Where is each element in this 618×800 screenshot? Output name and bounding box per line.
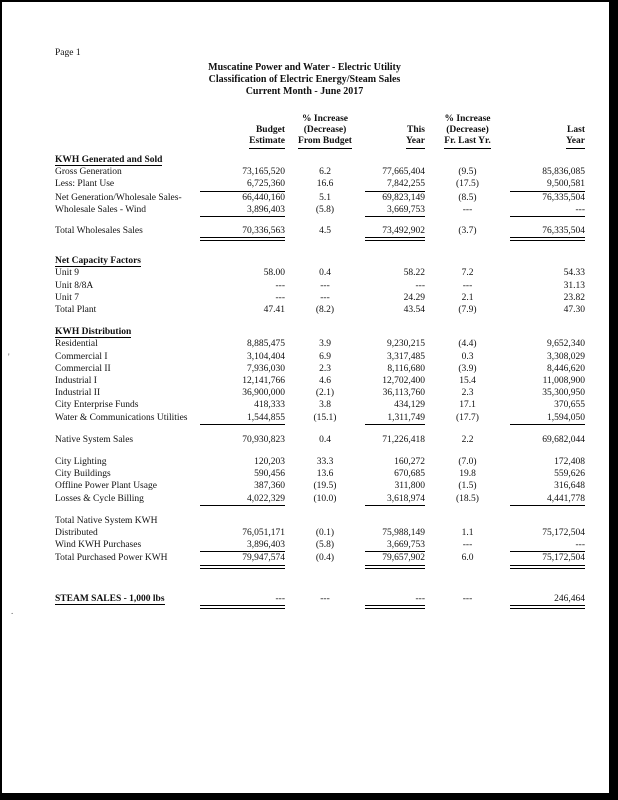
cell-pct_last_yr: 7.2: [461, 268, 474, 279]
cell-pct_budget: 13.6: [316, 469, 334, 480]
table-row: [55, 552, 585, 568]
cell-budget: 3,104,404: [247, 351, 285, 362]
table-row: [55, 338, 585, 350]
cell-last_year: 172,408: [554, 457, 585, 468]
cell-last_year: 23.82: [563, 292, 585, 303]
cell-this_year: 434,129: [394, 400, 425, 411]
cell-this_year: 311,800: [394, 481, 425, 492]
report-title-line2: Classification of Electric Energy/Steam Sales: [208, 74, 401, 85]
row-spacer: [55, 425, 585, 434]
row-label-text: City Buildings: [55, 469, 111, 480]
row-label: [55, 225, 200, 237]
cell-this_year: 43.54: [403, 305, 425, 316]
cell-pct_last_yr: (3.7): [458, 226, 477, 237]
cell-pct_budget: (5.8): [315, 204, 335, 215]
report-title-line1: Muscatine Power and Water - Electric Utility: [208, 62, 401, 73]
row-label-text: Wind KWH Purchases: [55, 540, 142, 551]
cell-pct_last_yr: (9.5): [458, 167, 477, 178]
cell-pct_last_yr: (17.7): [456, 412, 479, 423]
cell-pct_budget: 4.5: [319, 226, 331, 237]
table-row: [55, 292, 585, 304]
cell-this_year: 71,226,418: [382, 434, 425, 445]
cell-this_year: 670,685: [394, 469, 425, 480]
column-header-line: This: [407, 125, 425, 135]
cell-this_year: 9,230,215: [387, 339, 425, 350]
column-header-line: From Budget: [298, 136, 352, 149]
cell-pct_last_yr: 2.3: [461, 388, 474, 399]
cell-budget: ---: [200, 593, 285, 609]
table-row: [55, 204, 585, 217]
cell-this_year: 24.29: [403, 292, 425, 303]
cell-pct_budget: 2.3: [319, 363, 331, 374]
row-label: [55, 552, 200, 564]
cell-last_year: 1,594,050: [510, 412, 585, 425]
column-header-pct_budget: [285, 114, 365, 149]
cell-this_year: 160,272: [394, 457, 425, 468]
cell-budget: 3,896,403: [200, 539, 285, 552]
row-label: [55, 304, 200, 316]
row-label-text: Commercial II: [55, 363, 111, 374]
cell-budget: 418,333: [254, 400, 285, 411]
row-spacer: [55, 217, 585, 225]
row-label-text: City Lighting: [55, 457, 107, 468]
table-row: [55, 255, 585, 267]
column-header-line: Year: [406, 136, 425, 149]
cell-pct_last_yr: 15.4: [459, 376, 476, 387]
column-header-line: Budget: [255, 125, 285, 135]
row-label: [55, 363, 200, 375]
cell-pct_budget: ---: [320, 292, 330, 303]
table-row: [55, 304, 585, 316]
cell-pct_budget: 3.9: [319, 339, 331, 350]
table-row: [55, 527, 585, 539]
cell-budget: 66,440,160: [242, 192, 285, 203]
row-label: [55, 351, 200, 363]
row-label: [55, 326, 200, 338]
scan-artifact: ': [8, 352, 10, 362]
row-label: [55, 154, 200, 166]
row-label-text: Unit 8/8A: [55, 280, 94, 291]
row-label: [55, 375, 200, 387]
cell-last_year: 370,655: [554, 400, 585, 411]
cell-budget: ---: [275, 292, 285, 303]
cell-last_year: 11,008,900: [542, 376, 585, 387]
cell-this_year: 12,702,400: [382, 376, 425, 387]
row-label: [55, 292, 200, 304]
row-label-text: Less: Plant Use: [55, 179, 115, 190]
cell-pct_last_yr: 0.3: [461, 351, 474, 362]
row-label-text: Total Native System KWH: [55, 515, 158, 526]
row-label-text: Total Wholesales Sales: [55, 226, 143, 237]
row-label: [55, 468, 200, 480]
cell-pct_last_yr: 2.2: [461, 434, 474, 445]
row-label-text: Industrial I: [55, 376, 97, 387]
cell-budget: 47.41: [263, 305, 285, 316]
table-row: [55, 456, 585, 468]
row-label-text: Commercial I: [55, 351, 108, 362]
cell-budget: 36,900,000: [242, 388, 285, 399]
column-header-line: % Increase: [302, 114, 348, 124]
row-label: [55, 434, 200, 446]
row-label: [55, 178, 200, 190]
row-label-text: Offline Power Plant Usage: [55, 481, 157, 492]
cell-this_year: 1,311,749: [365, 412, 425, 425]
column-header-line: (Decrease): [446, 125, 489, 135]
table-row: [55, 493, 585, 506]
row-label: [55, 527, 200, 539]
row-label-text: Unit 9: [55, 268, 80, 279]
cell-this_year: 3,317,485: [387, 351, 425, 362]
row-label: [55, 399, 200, 411]
cell-this_year: 73,492,902: [365, 225, 425, 241]
cell-last_year: ---: [510, 539, 585, 552]
cell-pct_last_yr: (3.9): [458, 363, 477, 374]
row-label: [55, 412, 200, 424]
cell-pct_last_yr: (17.5): [456, 179, 479, 190]
table-row: [55, 412, 585, 425]
cell-last_year: 85,836,085: [542, 167, 585, 178]
column-header-budget: [200, 125, 285, 149]
cell-this_year: ---: [365, 593, 425, 609]
table-row: [55, 399, 585, 411]
cell-budget: 120,203: [254, 457, 285, 468]
table-row: [55, 225, 585, 241]
row-label: [55, 280, 200, 292]
cell-last_year: 54.33: [563, 268, 585, 279]
cell-last_year: 69,682,044: [542, 434, 585, 445]
table-row: [55, 387, 585, 399]
cell-budget: 7,936,030: [247, 363, 285, 374]
scan-artifact: .: [11, 606, 14, 616]
cell-pct_last_yr: (18.5): [456, 493, 479, 504]
cell-pct_last_yr: ---: [462, 593, 473, 604]
row-label-text: Water & Communications Utilities: [55, 412, 188, 423]
cell-pct_budget: (5.8): [315, 540, 335, 551]
cell-last_year: 47.30: [563, 305, 585, 316]
cell-budget: 70,336,563: [200, 225, 285, 241]
cell-this_year: 8,116,680: [387, 363, 425, 374]
row-label-text: Total Plant: [55, 305, 97, 316]
cell-pct_budget: 0.4: [319, 268, 331, 279]
cell-this_year: 7,842,255: [365, 178, 425, 191]
row-label: [55, 480, 200, 492]
cell-pct_last_yr: 17.1: [459, 400, 476, 411]
row-label: [55, 593, 200, 605]
cell-this_year: 36,113,760: [382, 388, 425, 399]
row-label: [55, 539, 200, 551]
cell-budget: 8,885,475: [247, 339, 285, 350]
cell-pct_budget: 5.1: [319, 192, 331, 203]
table-row: [55, 363, 585, 375]
cell-last_year: 246,464: [510, 593, 585, 609]
cell-this_year: 69,823,149: [382, 192, 425, 203]
cell-budget: 1,544,855: [200, 412, 285, 425]
cell-pct_budget: (8.2): [315, 305, 335, 316]
row-label-text: Native System Sales: [55, 434, 134, 445]
table-row: [55, 192, 585, 204]
cell-last_year: 9,652,340: [547, 339, 585, 350]
cell-budget: 73,165,520: [242, 167, 285, 178]
table-row: [55, 280, 585, 292]
row-label-text: Net Capacity Factors: [55, 256, 142, 267]
cell-last_year: 75,172,504: [510, 552, 585, 568]
cell-this_year: 3,669,753: [365, 204, 425, 217]
report-table: [55, 114, 585, 609]
row-label: [55, 515, 200, 527]
cell-pct_last_yr: (7.9): [458, 305, 477, 316]
column-header-line: (Decrease): [303, 125, 347, 135]
cell-pct_last_yr: (4.4): [458, 339, 477, 350]
row-spacer: [55, 506, 585, 515]
cell-last_year: 76,335,504: [510, 225, 585, 241]
cell-pct_budget: (0.4): [315, 553, 335, 564]
scan-border-left: [0, 0, 2, 800]
row-label-text: Net Generation/Wholesale Sales-: [55, 192, 182, 203]
cell-last_year: 559,626: [554, 469, 585, 480]
cell-pct_budget: (10.0): [313, 493, 337, 504]
row-label-text: KWH Generated and Sold: [55, 155, 163, 165]
cell-budget: 79,947,574: [200, 552, 285, 568]
cell-budget: 76,051,171: [242, 528, 285, 539]
table-row: [55, 154, 585, 166]
row-spacer: [55, 316, 585, 326]
cell-pct_last_yr: ---: [462, 540, 473, 551]
cell-this_year: 58.22: [403, 268, 425, 279]
cell-pct_budget: ---: [320, 593, 330, 604]
row-label-text: Wholesale Sales - Wind: [55, 204, 146, 215]
row-label: [55, 267, 200, 279]
table-row: [55, 539, 585, 552]
cell-this_year: 79,657,902: [365, 552, 425, 568]
cell-pct_last_yr: 1.1: [461, 528, 474, 539]
cell-pct_budget: 4.6: [319, 376, 331, 387]
table-row: [55, 593, 585, 609]
row-label: [55, 493, 200, 505]
cell-last_year: 35,300,950: [542, 388, 585, 399]
row-label: [55, 456, 200, 468]
cell-budget: 12,141,766: [242, 376, 285, 387]
cell-budget: 3,896,403: [200, 204, 285, 217]
cell-pct_budget: 6.2: [319, 167, 331, 178]
row-label-text: Residential: [55, 339, 98, 350]
row-label: [55, 192, 200, 204]
row-spacer: [55, 446, 585, 456]
cell-pct_budget: 6.9: [319, 351, 331, 362]
cell-last_year: 75,172,504: [542, 528, 585, 539]
cell-pct_budget: 3.8: [319, 400, 331, 411]
cell-last_year: 316,648: [554, 481, 585, 492]
cell-pct_budget: (15.1): [313, 412, 337, 423]
column-header-last_year: [510, 125, 585, 149]
row-spacer: [55, 241, 585, 255]
column-header-pct_last_yr: [425, 114, 510, 149]
row-label-text: Unit 7: [55, 292, 80, 303]
table-row: [55, 351, 585, 363]
column-header-line: Estimate: [249, 136, 285, 149]
row-label-text: Distributed: [55, 528, 98, 539]
cell-pct_budget: (19.5): [313, 481, 337, 492]
cell-pct_budget: (2.1): [315, 388, 335, 399]
scan-border-bottom: [0, 793, 618, 800]
cell-this_year: 77,665,404: [382, 167, 425, 178]
row-label-text: Gross Generation: [55, 167, 122, 178]
table-row: [55, 515, 585, 527]
cell-pct_budget: (0.1): [315, 528, 335, 539]
column-header-this_year: [365, 125, 425, 149]
cell-last_year: 3,308,029: [547, 351, 585, 362]
cell-budget: 70,930,823: [242, 434, 285, 445]
cell-last_year: 31.13: [563, 280, 585, 291]
table-row: [55, 166, 585, 178]
report-table-rows: [55, 154, 585, 609]
cell-pct_last_yr: (7.0): [458, 457, 477, 468]
row-spacer: [55, 569, 585, 593]
row-label: [55, 387, 200, 399]
column-header-line: Year: [566, 136, 585, 149]
scan-border-right: [609, 0, 618, 800]
row-label: [55, 338, 200, 350]
cell-pct_last_yr: (1.5): [458, 481, 477, 492]
cell-pct_budget: ---: [320, 280, 330, 291]
cell-budget: 590,456: [254, 469, 285, 480]
cell-pct_budget: 0.4: [319, 434, 331, 445]
cell-last_year: 76,335,504: [542, 192, 585, 203]
cell-budget: 6,725,360: [200, 178, 285, 191]
cell-last_year: 8,446,620: [547, 363, 585, 374]
table-row: [55, 480, 585, 492]
table-row: [55, 178, 585, 191]
cell-pct_last_yr: 2.1: [461, 292, 474, 303]
cell-last_year: 4,441,778: [510, 493, 585, 506]
column-header-line: % Increase: [444, 114, 491, 124]
cell-this_year: ---: [415, 280, 425, 291]
row-label-text: Total Purchased Power KWH: [55, 553, 168, 564]
row-label: [55, 204, 200, 216]
page-number-label: Page 1: [55, 48, 81, 58]
row-label: [55, 166, 200, 178]
cell-budget: 387,360: [254, 481, 285, 492]
row-label-text: KWH Distribution: [55, 327, 132, 338]
cell-last_year: 9,500,581: [510, 178, 585, 191]
report-title-line3: Current Month - June 2017: [245, 86, 364, 97]
cell-pct_last_yr: 6.0: [461, 553, 474, 564]
cell-this_year: 3,618,974: [365, 493, 425, 506]
column-header-line: Last: [567, 125, 585, 135]
table-row: [55, 375, 585, 387]
table-row: [55, 434, 585, 446]
scan-border-top: [0, 0, 610, 2]
row-label-text: Industrial II: [55, 388, 101, 399]
row-label-text: City Enterprise Funds: [55, 400, 139, 411]
cell-pct_last_yr: (8.5): [458, 192, 477, 203]
row-label: [55, 255, 200, 267]
cell-pct_budget: 16.6: [316, 179, 334, 190]
table-row: [55, 468, 585, 480]
cell-last_year: ---: [510, 204, 585, 217]
cell-budget: 4,022,329: [200, 493, 285, 506]
row-label-text: Losses & Cycle Billing: [55, 493, 144, 504]
cell-this_year: 75,988,149: [382, 528, 425, 539]
cell-this_year: 3,669,753: [365, 539, 425, 552]
report-table-header: [55, 114, 585, 149]
row-label-text: STEAM SALES - 1,000 lbs: [55, 593, 165, 604]
column-header-line: Fr. Last Yr.: [444, 136, 490, 149]
cell-pct_last_yr: ---: [462, 280, 473, 291]
cell-pct_last_yr: ---: [462, 204, 473, 215]
table-row: [55, 326, 585, 338]
cell-budget: 58.00: [263, 268, 285, 279]
cell-pct_budget: 33.3: [316, 457, 334, 468]
report-title-block: [0, 62, 609, 98]
table-row: [55, 267, 585, 279]
cell-budget: ---: [275, 280, 285, 291]
cell-pct_last_yr: 19.8: [459, 469, 476, 480]
